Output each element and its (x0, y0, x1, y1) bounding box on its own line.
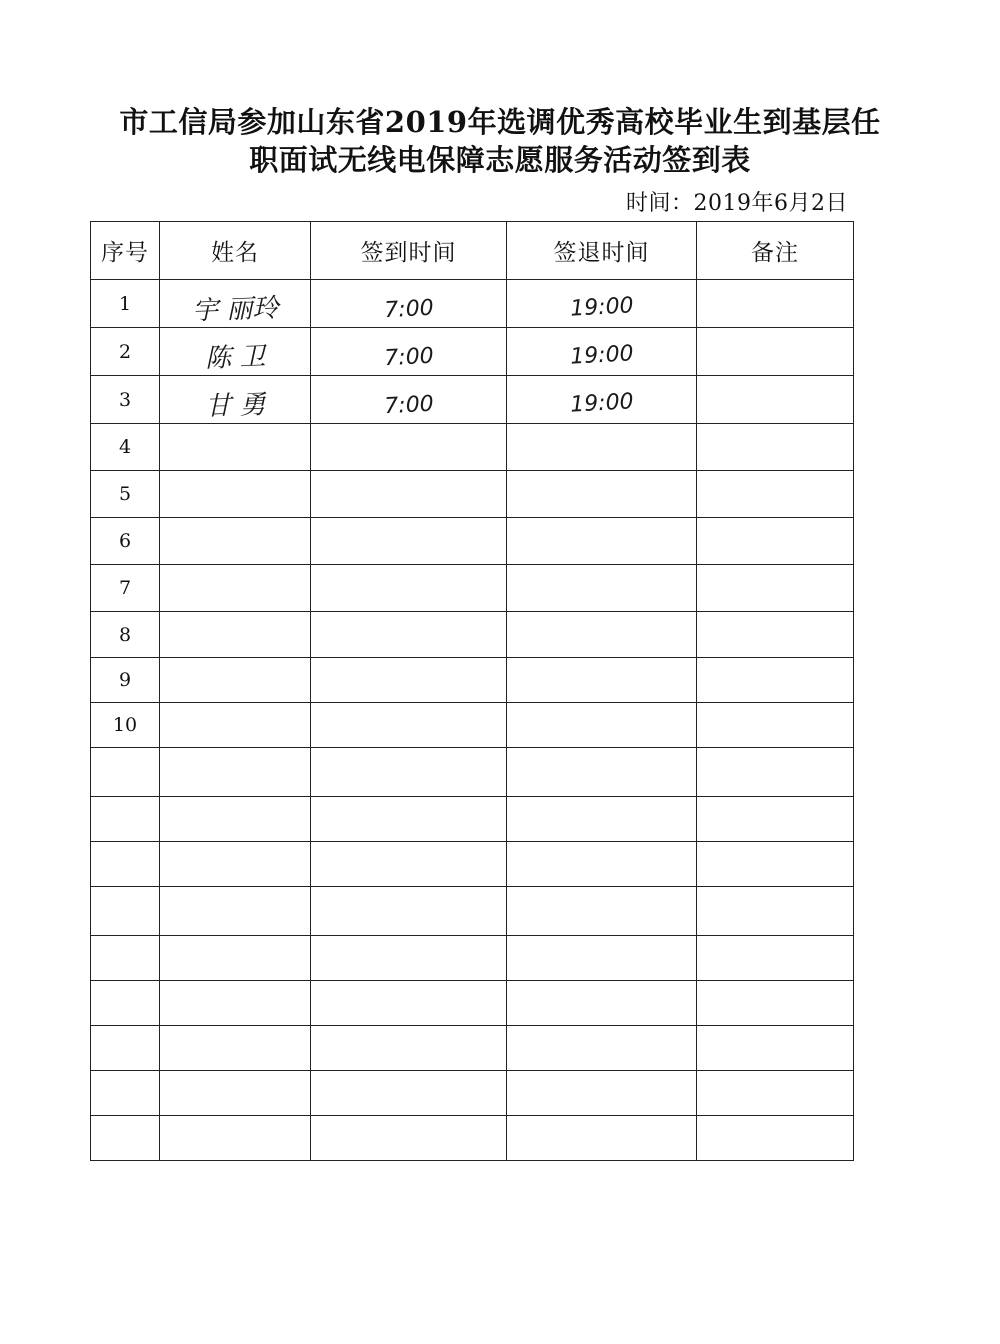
row-number-cell-text: 1 (118, 292, 132, 315)
name-cell (160, 797, 311, 842)
remarks-cell (697, 612, 854, 658)
sign-in-time-cell (311, 518, 507, 565)
name-cell (160, 842, 311, 887)
sign-out-time-cell (507, 936, 697, 981)
table-header-row (91, 222, 854, 280)
remarks-cell (697, 518, 854, 565)
row-number-cell-text: 6 (118, 530, 132, 552)
sign-in-time-cell (311, 1026, 507, 1071)
name-cell-text: 宇 丽玲 (191, 293, 279, 327)
sign-in-time-cell (311, 612, 507, 658)
table-row (91, 565, 854, 612)
sign-out-time-cell (507, 842, 697, 887)
sign-out-time-cell (507, 376, 697, 424)
remarks-cell (697, 1026, 854, 1071)
table-body (91, 280, 854, 1161)
sign-out-time-cell (507, 518, 697, 565)
sign-in-time-cell (311, 748, 507, 797)
row-number-cell (91, 842, 160, 887)
remarks-cell (697, 471, 854, 518)
row-number-cell-text: 7 (118, 577, 132, 599)
remarks-cell (697, 565, 854, 612)
sign-out-time-cell (507, 612, 697, 658)
sign-in-time-cell (311, 797, 507, 842)
sign-in-time-cell (311, 658, 507, 703)
row-number-cell (91, 518, 160, 565)
sign-out-time-cell (507, 1116, 697, 1161)
date-label: 时间：2019年6月2日 (626, 191, 848, 216)
remarks-cell (697, 936, 854, 981)
row-number-cell (91, 1071, 160, 1116)
row-number-cell (91, 703, 160, 748)
sign-in-time-cell (311, 424, 507, 471)
sign-out-time-cell (507, 565, 697, 612)
sign-in-time-cell (311, 1071, 507, 1116)
name-cell (160, 612, 311, 658)
row-number-cell (91, 280, 160, 328)
name-cell (160, 376, 311, 424)
row-number-cell (91, 1026, 160, 1071)
table-row (91, 328, 854, 376)
table-row (91, 376, 854, 424)
row-number-cell (91, 1116, 160, 1161)
sign-in-time-cell (311, 471, 507, 518)
row-number-cell (91, 797, 160, 842)
table-row (91, 1116, 854, 1161)
table-row (91, 518, 854, 565)
name-cell (160, 1026, 311, 1071)
remarks-cell (697, 424, 854, 471)
remarks-cell (697, 887, 854, 936)
sign-out-time-cell (507, 658, 697, 703)
name-cell (160, 471, 311, 518)
row-number-cell-text: 9 (118, 669, 132, 691)
sign-out-time-cell (507, 424, 697, 471)
sign-in-time-cell-text: 7:00 (383, 343, 435, 372)
table-row (91, 1026, 854, 1071)
header-remarks: 备注 (697, 222, 854, 280)
table-row (91, 797, 854, 842)
name-cell (160, 981, 311, 1026)
name-cell (160, 424, 311, 471)
sign-in-time-cell (311, 280, 507, 328)
sign-in-time-cell (311, 887, 507, 936)
name-cell (160, 565, 311, 612)
row-number-cell-text: 10 (112, 714, 138, 736)
remarks-cell (697, 703, 854, 748)
row-number-cell (91, 748, 160, 797)
table-row (91, 748, 854, 797)
row-number-cell-text: 8 (118, 623, 132, 646)
name-cell (160, 280, 311, 328)
name-cell-text: 陈 卫 (204, 341, 266, 375)
table-row (91, 612, 854, 658)
row-number-cell (91, 424, 160, 471)
row-number-cell (91, 981, 160, 1026)
sign-out-time-cell (507, 887, 697, 936)
table-row (91, 887, 854, 936)
header-name: 姓名 (160, 222, 311, 280)
sign-out-time-cell (507, 703, 697, 748)
row-number-cell-text: 4 (118, 436, 132, 458)
remarks-cell (697, 1116, 854, 1161)
table-row (91, 471, 854, 518)
name-cell (160, 1071, 311, 1116)
sign-out-time-cell (507, 1071, 697, 1116)
row-number-cell (91, 658, 160, 703)
sign-in-time-cell (311, 981, 507, 1026)
remarks-cell (697, 748, 854, 797)
name-cell (160, 518, 311, 565)
name-cell-text: 甘 勇 (204, 389, 266, 423)
sign-out-time-cell-text: 19:00 (569, 341, 635, 370)
document-title-line-2: 职面试无线电保障志愿服务活动签到表 (249, 143, 751, 177)
sign-out-time-cell-text: 19:00 (569, 389, 635, 418)
sign-in-table (90, 221, 854, 1161)
remarks-cell (697, 658, 854, 703)
row-number-cell-text: 5 (118, 483, 132, 505)
row-number-cell (91, 612, 160, 658)
header-serial-number: 序号 (91, 222, 160, 280)
table-row (91, 658, 854, 703)
row-number-cell (91, 565, 160, 612)
name-cell (160, 328, 311, 376)
sign-out-time-cell (507, 328, 697, 376)
name-cell (160, 658, 311, 703)
table-row (91, 280, 854, 328)
sign-in-time-cell (311, 936, 507, 981)
table-row (91, 981, 854, 1026)
document-title-line-1: 市工信局参加山东省2019年选调优秀高校毕业生到基层任 (119, 105, 881, 139)
table-row (91, 842, 854, 887)
row-number-cell-text: 2 (118, 340, 132, 363)
sign-out-time-cell-text: 19:00 (569, 293, 635, 322)
row-number-cell (91, 471, 160, 518)
row-number-cell (91, 376, 160, 424)
table-row (91, 1071, 854, 1116)
remarks-cell (697, 376, 854, 424)
header-sign-out-time: 签退时间 (507, 222, 697, 280)
table-row (91, 424, 854, 471)
table-row (91, 703, 854, 748)
sign-in-time-cell-text: 7:00 (383, 391, 435, 420)
sign-out-time-cell (507, 981, 697, 1026)
sign-in-time-cell (311, 328, 507, 376)
sign-in-time-cell (311, 703, 507, 748)
header-sign-in-time: 签到时间 (311, 222, 507, 280)
remarks-cell (697, 981, 854, 1026)
sign-out-time-cell (507, 797, 697, 842)
sign-in-time-cell-text: 7:00 (383, 295, 435, 324)
remarks-cell (697, 842, 854, 887)
remarks-cell (697, 328, 854, 376)
name-cell (160, 748, 311, 797)
remarks-cell (697, 797, 854, 842)
sign-out-time-cell (507, 748, 697, 797)
row-number-cell (91, 328, 160, 376)
row-number-cell (91, 936, 160, 981)
sign-out-time-cell (507, 471, 697, 518)
row-number-cell (91, 887, 160, 936)
sign-out-time-cell (507, 280, 697, 328)
name-cell (160, 936, 311, 981)
sign-in-time-cell (311, 842, 507, 887)
sign-in-time-cell (311, 376, 507, 424)
table-row (91, 936, 854, 981)
row-number-cell-text: 3 (118, 388, 132, 411)
name-cell (160, 887, 311, 936)
name-cell (160, 1116, 311, 1161)
sign-in-time-cell (311, 565, 507, 612)
name-cell (160, 703, 311, 748)
remarks-cell (697, 1071, 854, 1116)
sign-in-time-cell (311, 1116, 507, 1161)
sign-out-time-cell (507, 1026, 697, 1071)
remarks-cell (697, 280, 854, 328)
